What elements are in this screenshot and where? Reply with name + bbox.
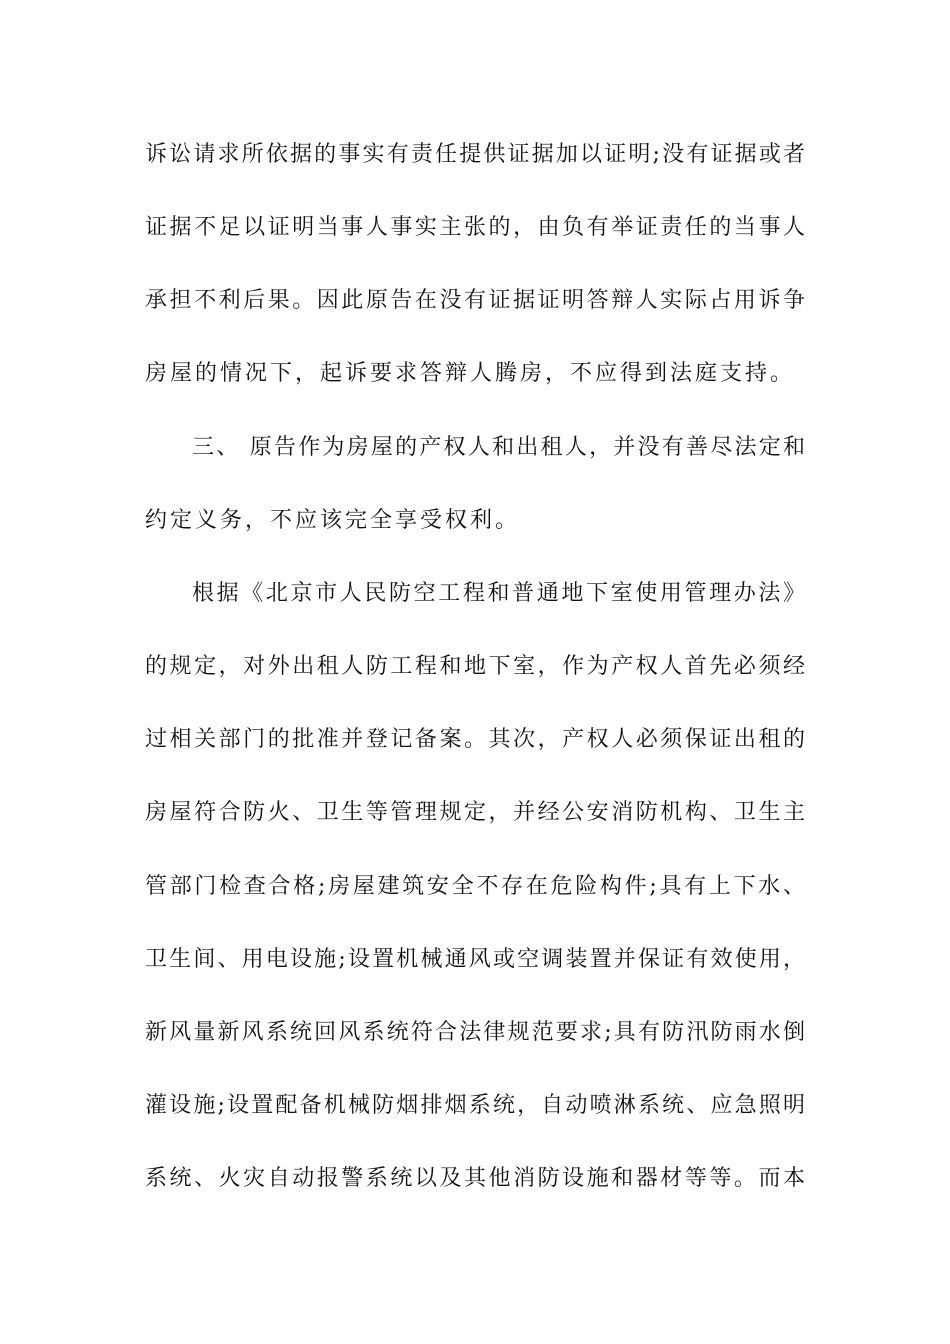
text-line: 承担不利后果。因此原告在没有证据证明答辩人实际占用诉争	[145, 288, 805, 313]
text-line: 过相关部门的批准并登记备案。其次，产权人必须保证出租的	[145, 727, 805, 752]
text-line: 灌设施;设置配备机械防烟排烟系统，自动喷淋系统、应急照明	[145, 1093, 805, 1118]
text-line: 房屋的情况下，起诉要求答辩人腾房，不应得到法庭支持。	[145, 361, 796, 386]
text-line: 三、 原告作为房屋的产权人和出租人，并没有善尽法定和	[192, 435, 805, 460]
text-line: 新风量新风系统回风系统符合法律规范要求;具有防汛防雨水倒	[145, 1020, 805, 1045]
text-line: 诉讼请求所依据的事实有责任提供证据加以证明;没有证据或者	[145, 142, 805, 167]
text-line: 证据不足以证明当事人事实主张的，由负有举证责任的当事人	[145, 215, 805, 240]
text-line: 卫生间、用电设施;设置机械通风或空调装置并保证有效使用，	[145, 947, 805, 972]
text-line: 约定义务，不应该完全享受权利。	[145, 508, 521, 533]
text-line: 管部门检查合格;房屋建筑安全不存在危险构件;具有上下水、	[145, 874, 805, 899]
text-line: 根据《北京市人民防空工程和普通地下室使用管理办法》	[192, 581, 805, 606]
text-line: 房屋符合防火、卫生等管理规定，并经公安消防机构、卫生主	[145, 800, 805, 825]
text-line: 系统、火灾自动报警系统以及其他消防设施和器材等等。而本	[145, 1166, 805, 1191]
text-line: 的规定，对外出租人防工程和地下室，作为产权人首先必须经	[145, 654, 805, 679]
